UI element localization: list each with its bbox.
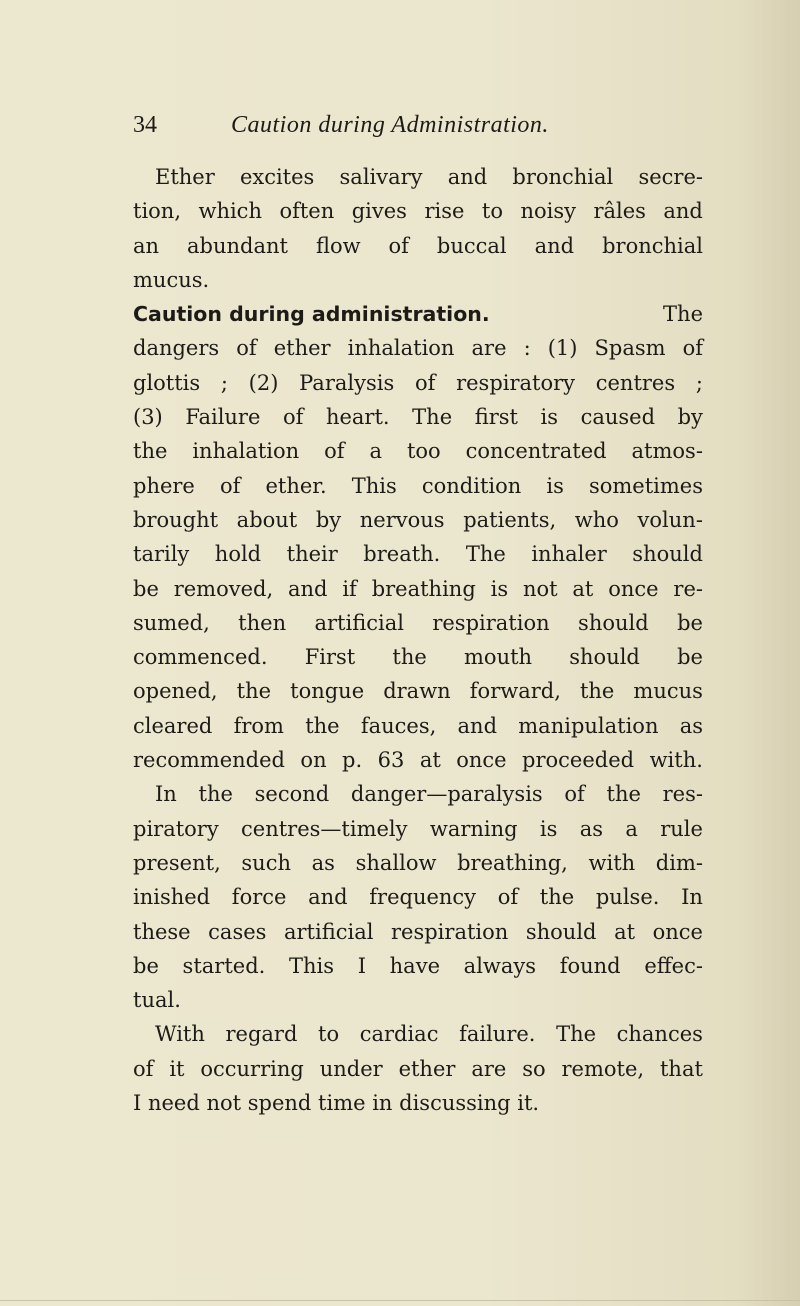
word: The [663,302,703,327]
word: artificial [314,610,404,635]
word: res- [662,782,703,807]
word: This [351,473,397,498]
word: Failure [185,405,261,430]
word: excites [239,165,315,189]
word: should [632,542,703,567]
word: cases [208,919,267,944]
word: artificial [284,919,374,944]
word: frequency [369,885,477,910]
word: re- [673,576,703,601]
word: and [663,199,703,224]
word: ether. [265,473,327,498]
word: the [539,885,575,910]
word: from [233,713,284,738]
word: on [300,748,327,773]
word: mouth [464,645,533,670]
word: of [564,782,585,807]
word: I [357,953,366,978]
word: about [236,507,298,532]
word: dangers [133,336,220,361]
word: should [569,645,640,670]
word: with [588,850,636,875]
word: condition [421,473,522,498]
word: if [342,576,357,601]
word: remote, [561,1056,645,1081]
word: cleared [133,713,213,738]
word: of [324,439,345,464]
word: centres [595,370,676,395]
word: pulse. [595,885,660,910]
word: who [574,507,619,532]
text-line [133,469,703,503]
text-line [133,812,703,846]
word: manipulation [518,713,659,738]
word: to [318,1022,340,1047]
word: and [288,576,328,601]
text-line [133,949,703,983]
word: buccal [436,233,507,258]
word: of [133,1056,154,1081]
text-line [133,1086,703,1120]
word: drawn [383,679,451,704]
word: danger—paralysis [350,782,543,807]
word: is [540,405,559,430]
word: breathing, [457,850,568,875]
word: as [311,850,335,875]
word: with. [649,748,703,773]
word: are [471,1056,507,1081]
word: Ether [155,165,215,189]
word: of [219,473,241,498]
word: rise [424,199,465,224]
word: of [497,885,519,910]
word: the [198,782,233,807]
text-line [133,537,703,571]
body-text [133,160,703,1120]
word: patients, [463,507,557,532]
word: forward, [469,679,561,704]
word: be [677,610,703,635]
word: flow [315,233,361,258]
word: dim- [655,850,703,875]
word: gives [351,199,407,224]
word: atmos- [631,439,703,464]
word: cardiac [359,1022,439,1047]
word: often [279,199,335,224]
word: a [369,439,383,464]
word: the [579,679,615,704]
word: it [169,1056,185,1081]
word: is [546,473,564,498]
word: inhalation [347,336,455,361]
text-line [133,606,703,640]
word: occurring [200,1056,304,1081]
word: heart. [325,405,390,430]
word: inished [133,885,211,910]
word: by [677,405,703,430]
word: This [288,953,335,978]
word: too [406,439,441,464]
word: sumed, [133,610,210,635]
word: breath. [363,542,441,567]
word: of [282,405,304,430]
word: commenced. [133,645,268,670]
word: started. [182,953,266,978]
word: present, [133,850,221,875]
word: removed, [173,576,274,601]
word: not [522,576,558,601]
word: which [198,199,262,224]
word: as [679,713,703,738]
word: mucus [633,679,703,704]
word: p. [342,748,363,773]
word: warning [429,816,518,841]
word: be [133,953,159,978]
word: brought [133,507,219,532]
page-header [133,112,733,148]
text-line [133,709,703,743]
word: tion, [133,199,181,224]
word: the [236,679,272,704]
word: tarily [133,542,190,567]
word: respiratory [456,370,576,395]
word: hold [214,542,262,567]
text-line [133,229,703,263]
word: that [659,1056,703,1081]
text-line [133,434,703,468]
word: and [447,165,488,189]
word: tongue [290,679,365,704]
text-line [133,915,703,949]
word: Paralysis [299,370,395,395]
word: abundant [187,233,288,258]
word: then [238,610,287,635]
word: and [308,885,348,910]
word: fauces, [360,713,437,738]
word: the [606,782,641,807]
word: phere [133,473,195,498]
word: recommended [133,748,285,773]
word: inhalation [192,439,300,464]
word: by [315,507,342,532]
word: With [155,1022,205,1047]
text-line [133,674,703,708]
word: force [231,885,287,910]
word: The [465,542,506,567]
word: of [236,336,257,361]
word: ether [398,1056,456,1081]
page-number: 34 [133,112,157,138]
text-line [133,503,703,537]
word: piratory [133,816,219,841]
word: caused [580,405,656,430]
word: ; [695,370,703,395]
word: and [457,713,498,738]
word: : [523,336,531,361]
text-line [133,572,703,606]
word: First [304,645,356,670]
text-line [133,983,703,1017]
word: 63 [377,748,405,773]
text-line [133,1052,703,1086]
word: and [534,233,575,258]
word: ; [220,370,228,395]
word: always [463,953,537,978]
word: once [652,919,703,944]
text-line [133,331,703,365]
line-text: mucus. [133,267,210,292]
word: bronchial [602,233,703,258]
word: respiration [391,919,509,944]
line-text: tual. [133,988,181,1013]
word: (3) [133,405,163,430]
word: second [254,782,330,807]
word: respiration [432,610,550,635]
word: The [412,405,453,430]
word: is [539,816,558,841]
word: to [481,199,503,224]
word: are [471,336,507,361]
word: these [133,919,191,944]
word: their [286,542,338,567]
word: at [419,748,441,773]
text-line [133,640,703,674]
word: breathing [371,576,476,601]
text-line [133,263,703,297]
word: sometimes [588,473,703,498]
word: be [133,576,159,601]
word: at [614,919,636,944]
text-line [133,1017,703,1051]
word: nervous [359,507,445,532]
word: at [572,576,594,601]
word: once [456,748,507,773]
word: the [392,645,427,670]
word: concentrated [465,439,607,464]
word: rule [660,816,703,841]
word: Spasm [594,336,666,361]
text-line [133,777,703,811]
word: the [305,713,340,738]
word: as [579,816,604,841]
word: failure. [459,1022,536,1047]
word: bronchial [512,165,614,189]
word: have [389,953,440,978]
text-line [133,160,703,194]
word: centres—timely [241,816,408,841]
word: the [133,439,168,464]
word: first [474,405,518,430]
text-line [133,297,703,331]
word: effec- [644,953,703,978]
text-line [133,194,703,228]
word: a [625,816,638,841]
word: regard [225,1022,298,1047]
word: of [414,370,436,395]
word: secre- [638,165,703,189]
line-text: I need not spend time in discussing it. [133,1091,540,1116]
text-line [133,400,703,434]
running-title: Caution during Administration. [231,112,549,138]
word: opened, [133,679,218,704]
word: inhaler [531,542,607,567]
word: (2) [248,370,279,395]
section-heading: Caution during administration. [133,302,490,327]
word: should [525,919,597,944]
text-line [133,743,703,777]
page-edge-shadow [0,1300,800,1301]
word: ether [273,336,331,361]
word: is [490,576,509,601]
word: proceeded [522,748,635,773]
word: glottis [133,370,201,395]
word: such [241,850,291,875]
word: salivary [339,165,423,189]
word: once [608,576,659,601]
text-line [133,366,703,400]
word: of [682,336,703,361]
word: râles [593,199,646,224]
word: In [155,782,177,807]
word: of [388,233,409,258]
text-line [133,846,703,880]
word: noisy [520,199,576,224]
word: (1) [547,336,578,361]
word: so [522,1056,546,1081]
word: should [578,610,649,635]
word: In [681,885,703,910]
word: under [319,1056,383,1081]
word: be [677,645,703,670]
word: The [556,1022,597,1047]
word: chances [616,1022,703,1047]
text-line [133,880,703,914]
word: volun- [637,507,703,532]
word: an [133,233,160,258]
word: found [559,953,621,978]
word: shallow [355,850,437,875]
